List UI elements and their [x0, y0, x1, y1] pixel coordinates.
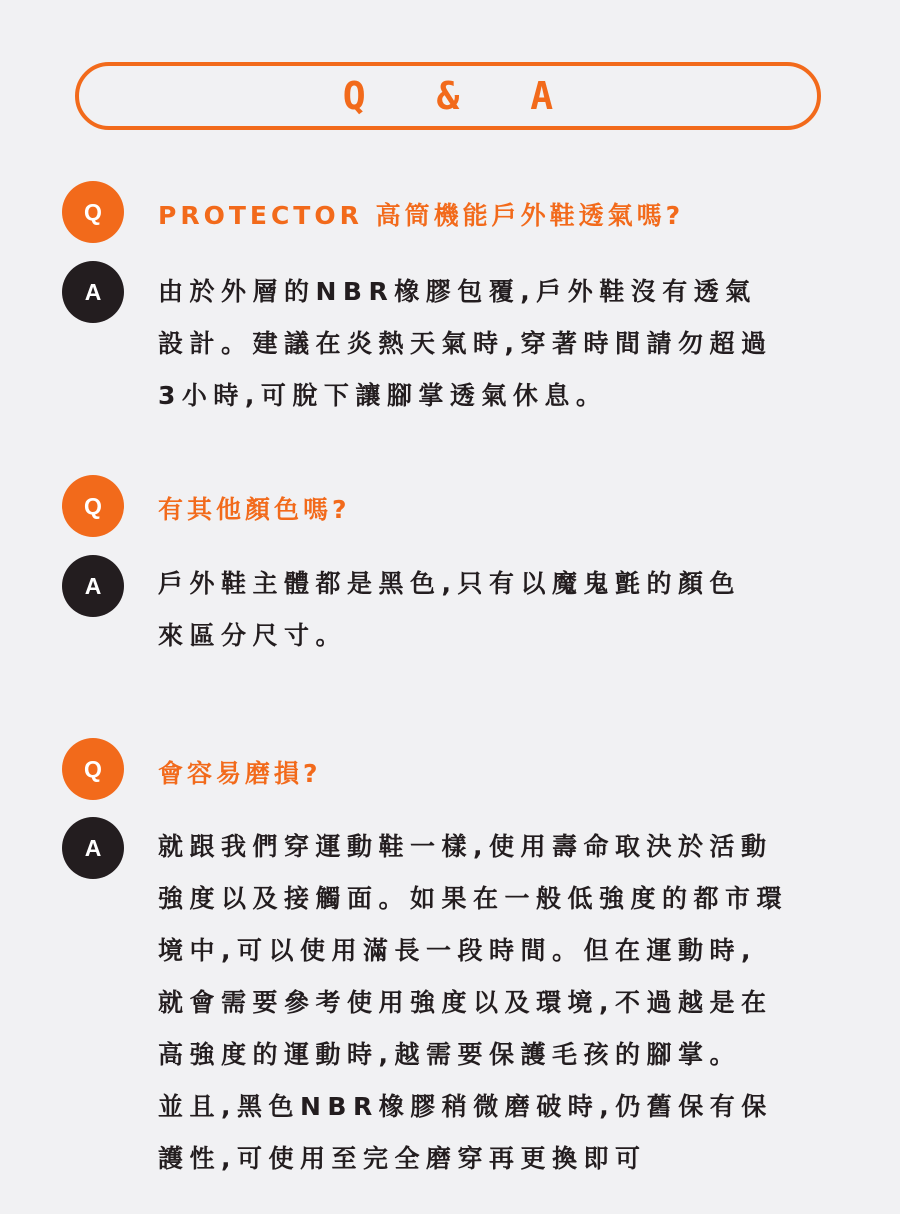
answer-line: 境中,可以使用滿長一段時間。但在運動時, — [158, 936, 757, 965]
answer-line: 設計。建議在炎熱天氣時,穿著時間請勿超過 — [158, 329, 773, 358]
question-badge-3: Q — [62, 738, 124, 800]
answer-badge-2: A — [62, 555, 124, 617]
answer-line: 戶外鞋主體都是黑色,只有以魔鬼氈的顏色 — [158, 569, 741, 598]
question-text-2: 有其他顏色嗎? — [158, 495, 351, 524]
answer-text-1 — [158, 266, 848, 422]
answer-text-3 — [158, 821, 848, 1185]
question-text-3: 會容易磨損? — [158, 759, 322, 788]
answer-badge-3: A — [62, 817, 124, 879]
answer-line: 護性,可使用至完全磨穿再更換即可 — [158, 1144, 647, 1173]
question-badge-1: Q — [62, 181, 124, 243]
answer-line: 來區分尺寸。 — [158, 621, 348, 650]
answer-line: 並且,黑色NBR橡膠稍微磨破時,仍舊保有保 — [158, 1092, 773, 1121]
qa-header-banner — [75, 62, 821, 130]
question-text-1: PROTECTOR 高筒機能戶外鞋透氣嗎? — [158, 201, 685, 230]
answer-line: 3小時,可脫下讓腳掌透氣休息。 — [158, 381, 608, 410]
answer-text-2 — [158, 558, 848, 662]
answer-line: 就跟我們穿運動鞋一樣,使用壽命取決於活動 — [158, 832, 773, 861]
answer-badge-1: A — [62, 261, 124, 323]
answer-line: 就會需要參考使用強度以及環境,不過越是在 — [158, 988, 773, 1017]
page-title: Q & A — [342, 74, 578, 118]
answer-line: 強度以及接觸面。如果在一般低強度的都市環 — [158, 884, 789, 913]
answer-line: 高強度的運動時,越需要保護毛孩的腳掌。 — [158, 1040, 741, 1069]
question-badge-2: Q — [62, 475, 124, 537]
answer-line: 由於外層的NBR橡膠包覆,戶外鞋沒有透氣 — [158, 277, 757, 306]
